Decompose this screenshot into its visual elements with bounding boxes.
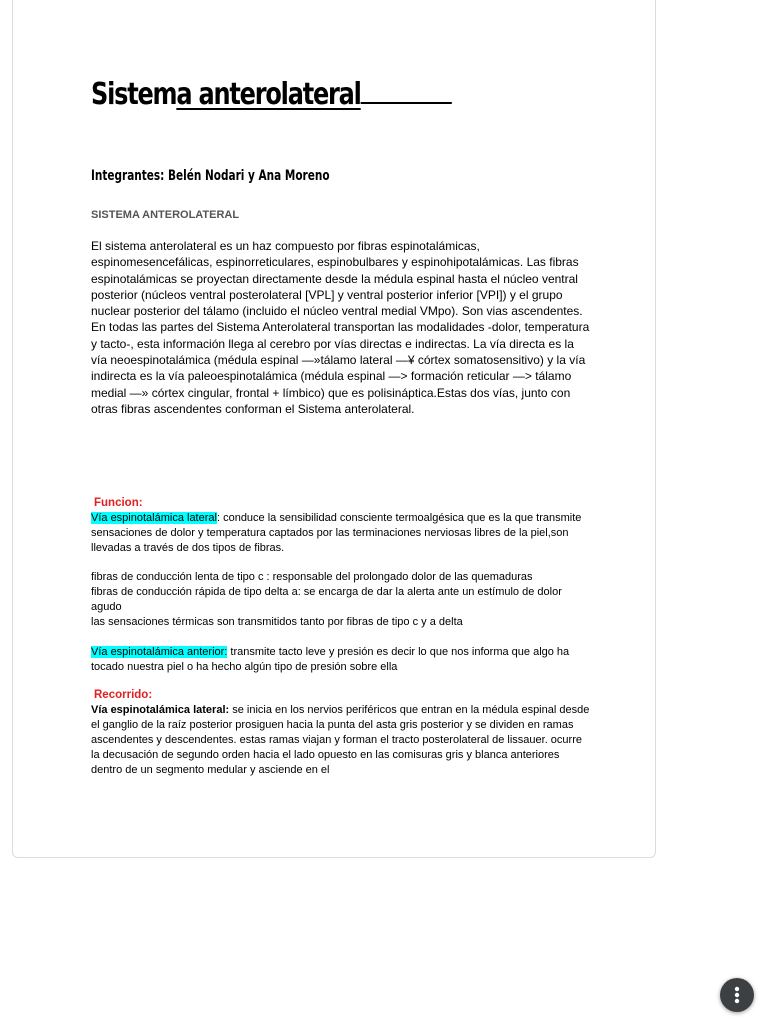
- recorrido-section: [91, 688, 591, 778]
- anterior-section: [91, 645, 591, 675]
- recorrido-heading: Recorrido:: [94, 689, 153, 701]
- fibers-delta: fibras de conducción rápida de tipo delta a: se encarga de dar la alerta ante un estímulo de dolor agudo: [91, 586, 562, 613]
- title-underline-tail: [361, 76, 452, 104]
- funcion-heading: Funcion:: [94, 497, 143, 509]
- lateral-text: : conduce la sensibilidad consciente termoalgésica que es la que transmite sensaciones de dolor y temperatura captados por las terminaciones nerviosas libres de la piel,son llevadas a través de dos tipos de fibras.: [91, 512, 582, 554]
- authors-line: Integrantes: Belén Nodari y Ana Moreno: [91, 168, 330, 184]
- section-heading: SISTEMA ANTEROLATERAL: [91, 209, 240, 221]
- lateral-paragraph: [91, 511, 591, 556]
- lateral-label: Vía espinotalámica lateral: [91, 512, 217, 524]
- recorrido-label: Vía espinotalámica lateral:: [91, 704, 230, 716]
- fibers-section: [91, 570, 591, 630]
- funcion-section: [91, 496, 591, 556]
- fibers-thermal: las sensaciones térmicas son transmitidos tanto por fibras de tipo c y a delta: [91, 616, 463, 628]
- more-vertical-icon: [734, 986, 740, 1004]
- recorrido-text: se inicia en los nervios periféricos que entran en la médula espinal desde el ganglio de la raíz posterior prosiguen hacia la punta del asta gris posterior y se dividen en ramas ascendentes y descendentes. estas ramas viajan y forman el tracto posterolateral de lissauer. ocurre la decusación de segundo orden hacia el lado opuesto en las comisuras gris y blanca anteriores dentro de un segmento medular y asciende en el: [91, 704, 590, 776]
- anterior-text: transmite tacto leve y presión es decir lo que nos informa que algo ha tocado nuestra piel o ha hecho algún tipo de presión sobre ella: [91, 646, 570, 673]
- anterior-label: Vía espinotalámica anterior:: [91, 646, 228, 658]
- intro-text: [91, 238, 591, 417]
- recorrido-paragraph: [91, 703, 591, 778]
- document-title: [91, 76, 452, 112]
- title-part-2: a anterolateral: [176, 77, 361, 112]
- intro-paragraph-2: En todas las partes del Sistema Anterolateral transportan las modalidades -dolor, temperatura y tacto-, esta información llega al cerebro por vías directas e indirectas. La vía directa es la vía neoespinotalámica (médula espinal —»tálamo lateral —¥ córtex somatosensitivo) y la vía indirecta es la vía paleoespinotalámica (médula espinal —> formación reticular —> tálamo medial —» córtex cingular, frontal + límbico) que es polisináptica.Estas dos vías, junto con otras fibras ascendentes conforman el Sistema anterolateral.: [91, 320, 590, 416]
- intro-paragraph-1: El sistema anterolateral es un haz compuesto por fibras espinotalámicas, espinomesencefálicas, espinorreticulares, espinobulbares y espinohipotalámicas. Las fibras espinotalámicas se proyectan directamente desde la médula espinal hasta el núcleo ventral posterior (núcleos ventral posterolateral [VPL] y ventral posterior inferior [VPI]) y el grupo nuclear posterior del tálamo (incluido el núcleo ventral medial VMpo). Son vias ascendentes.: [91, 239, 583, 319]
- fibers-c: fibras de conducción lenta de tipo c : responsable del prolongado dolor de las quemaduras: [91, 571, 533, 583]
- anterior-paragraph: [91, 645, 591, 675]
- more-options-button[interactable]: [720, 978, 754, 1012]
- title-part-1: Sistem: [91, 77, 177, 112]
- document-page: [12, 0, 656, 858]
